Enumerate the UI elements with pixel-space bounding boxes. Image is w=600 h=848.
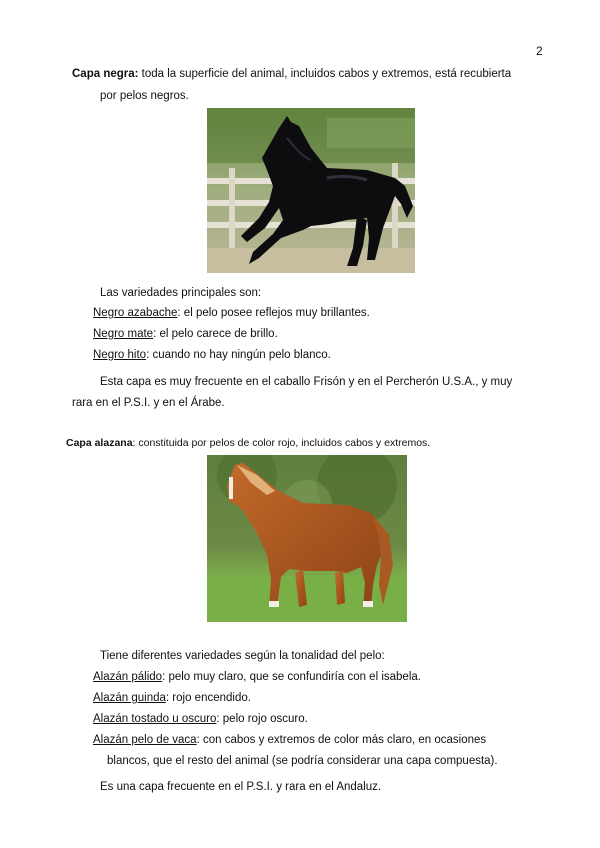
chestnut-variety-desc: : rojo encendido. [165,692,251,704]
black-variety-desc: : cuando no hay ningún pelo blanco. [146,349,331,361]
chestnut-variety-desc: : pelo rojo oscuro. [216,713,308,725]
black-note-line2: rara en el P.S.I. y en el Árabe. [72,397,225,409]
chestnut-variety-desc: : con cabos y extremos de color más claro, en ocasiones [196,734,487,746]
chestnut-coat-heading: Capa alazana [66,437,133,449]
chestnut-variety-item [93,713,308,725]
black-variety-term: Negro mate [93,328,154,340]
chestnut-coat-intro [66,437,430,449]
chestnut-horse-photo [207,455,407,622]
black-horse-photo [207,108,415,273]
chestnut-variety-term: Alazán pelo de vaca [93,734,197,746]
chestnut-note: Es una capa frecuente en el P.S.I. y rara en el Andaluz. [100,781,382,793]
black-variety-term: Negro azabache [93,307,178,319]
chestnut-variety-item [93,734,486,746]
chestnut-variety-term: Alazán tostado u oscuro [93,713,217,725]
chestnut-variety-desc: : pelo muy claro, que se confundiría con el isabela. [162,671,421,683]
black-variety-desc: : el pelo carece de brillo. [153,328,278,340]
black-variety-item [93,328,278,340]
black-variety-term: Negro hito [93,349,147,361]
black-variety-desc: : el pelo posee reflejos muy brillantes. [177,307,370,319]
chestnut-variety-term: Alazán guinda [93,692,166,704]
page-number: 2 [536,44,543,58]
black-coat-intro-line2: por pelos negros. [100,90,189,102]
black-coat-intro-text: toda la superficie del animal, incluidos cabos y extremos, está recubierta [138,68,512,80]
chestnut-variety-item [93,671,421,683]
black-varieties-title: Las variedades principales son: [100,287,262,299]
black-variety-item [93,349,331,361]
black-note-line1: Esta capa es muy frecuente en el caballo Frisón y en el Percherón U.S.A., y muy [100,376,513,388]
chestnut-variety-term: Alazán pálido [93,671,163,683]
chestnut-variety-item [93,692,251,704]
chestnut-variety-continuation: blancos, que el resto del animal (se podría considerar una capa compuesta). [107,755,498,767]
black-coat-intro-line1 [72,68,511,80]
black-coat-heading: Capa negra: [72,68,139,80]
chestnut-coat-intro-text: : constituida por pelos de color rojo, incluidos cabos y extremos. [132,437,431,449]
black-variety-item [93,307,370,319]
chestnut-varieties-title: Tiene diferentes variedades según la tonalidad del pelo: [100,650,385,662]
